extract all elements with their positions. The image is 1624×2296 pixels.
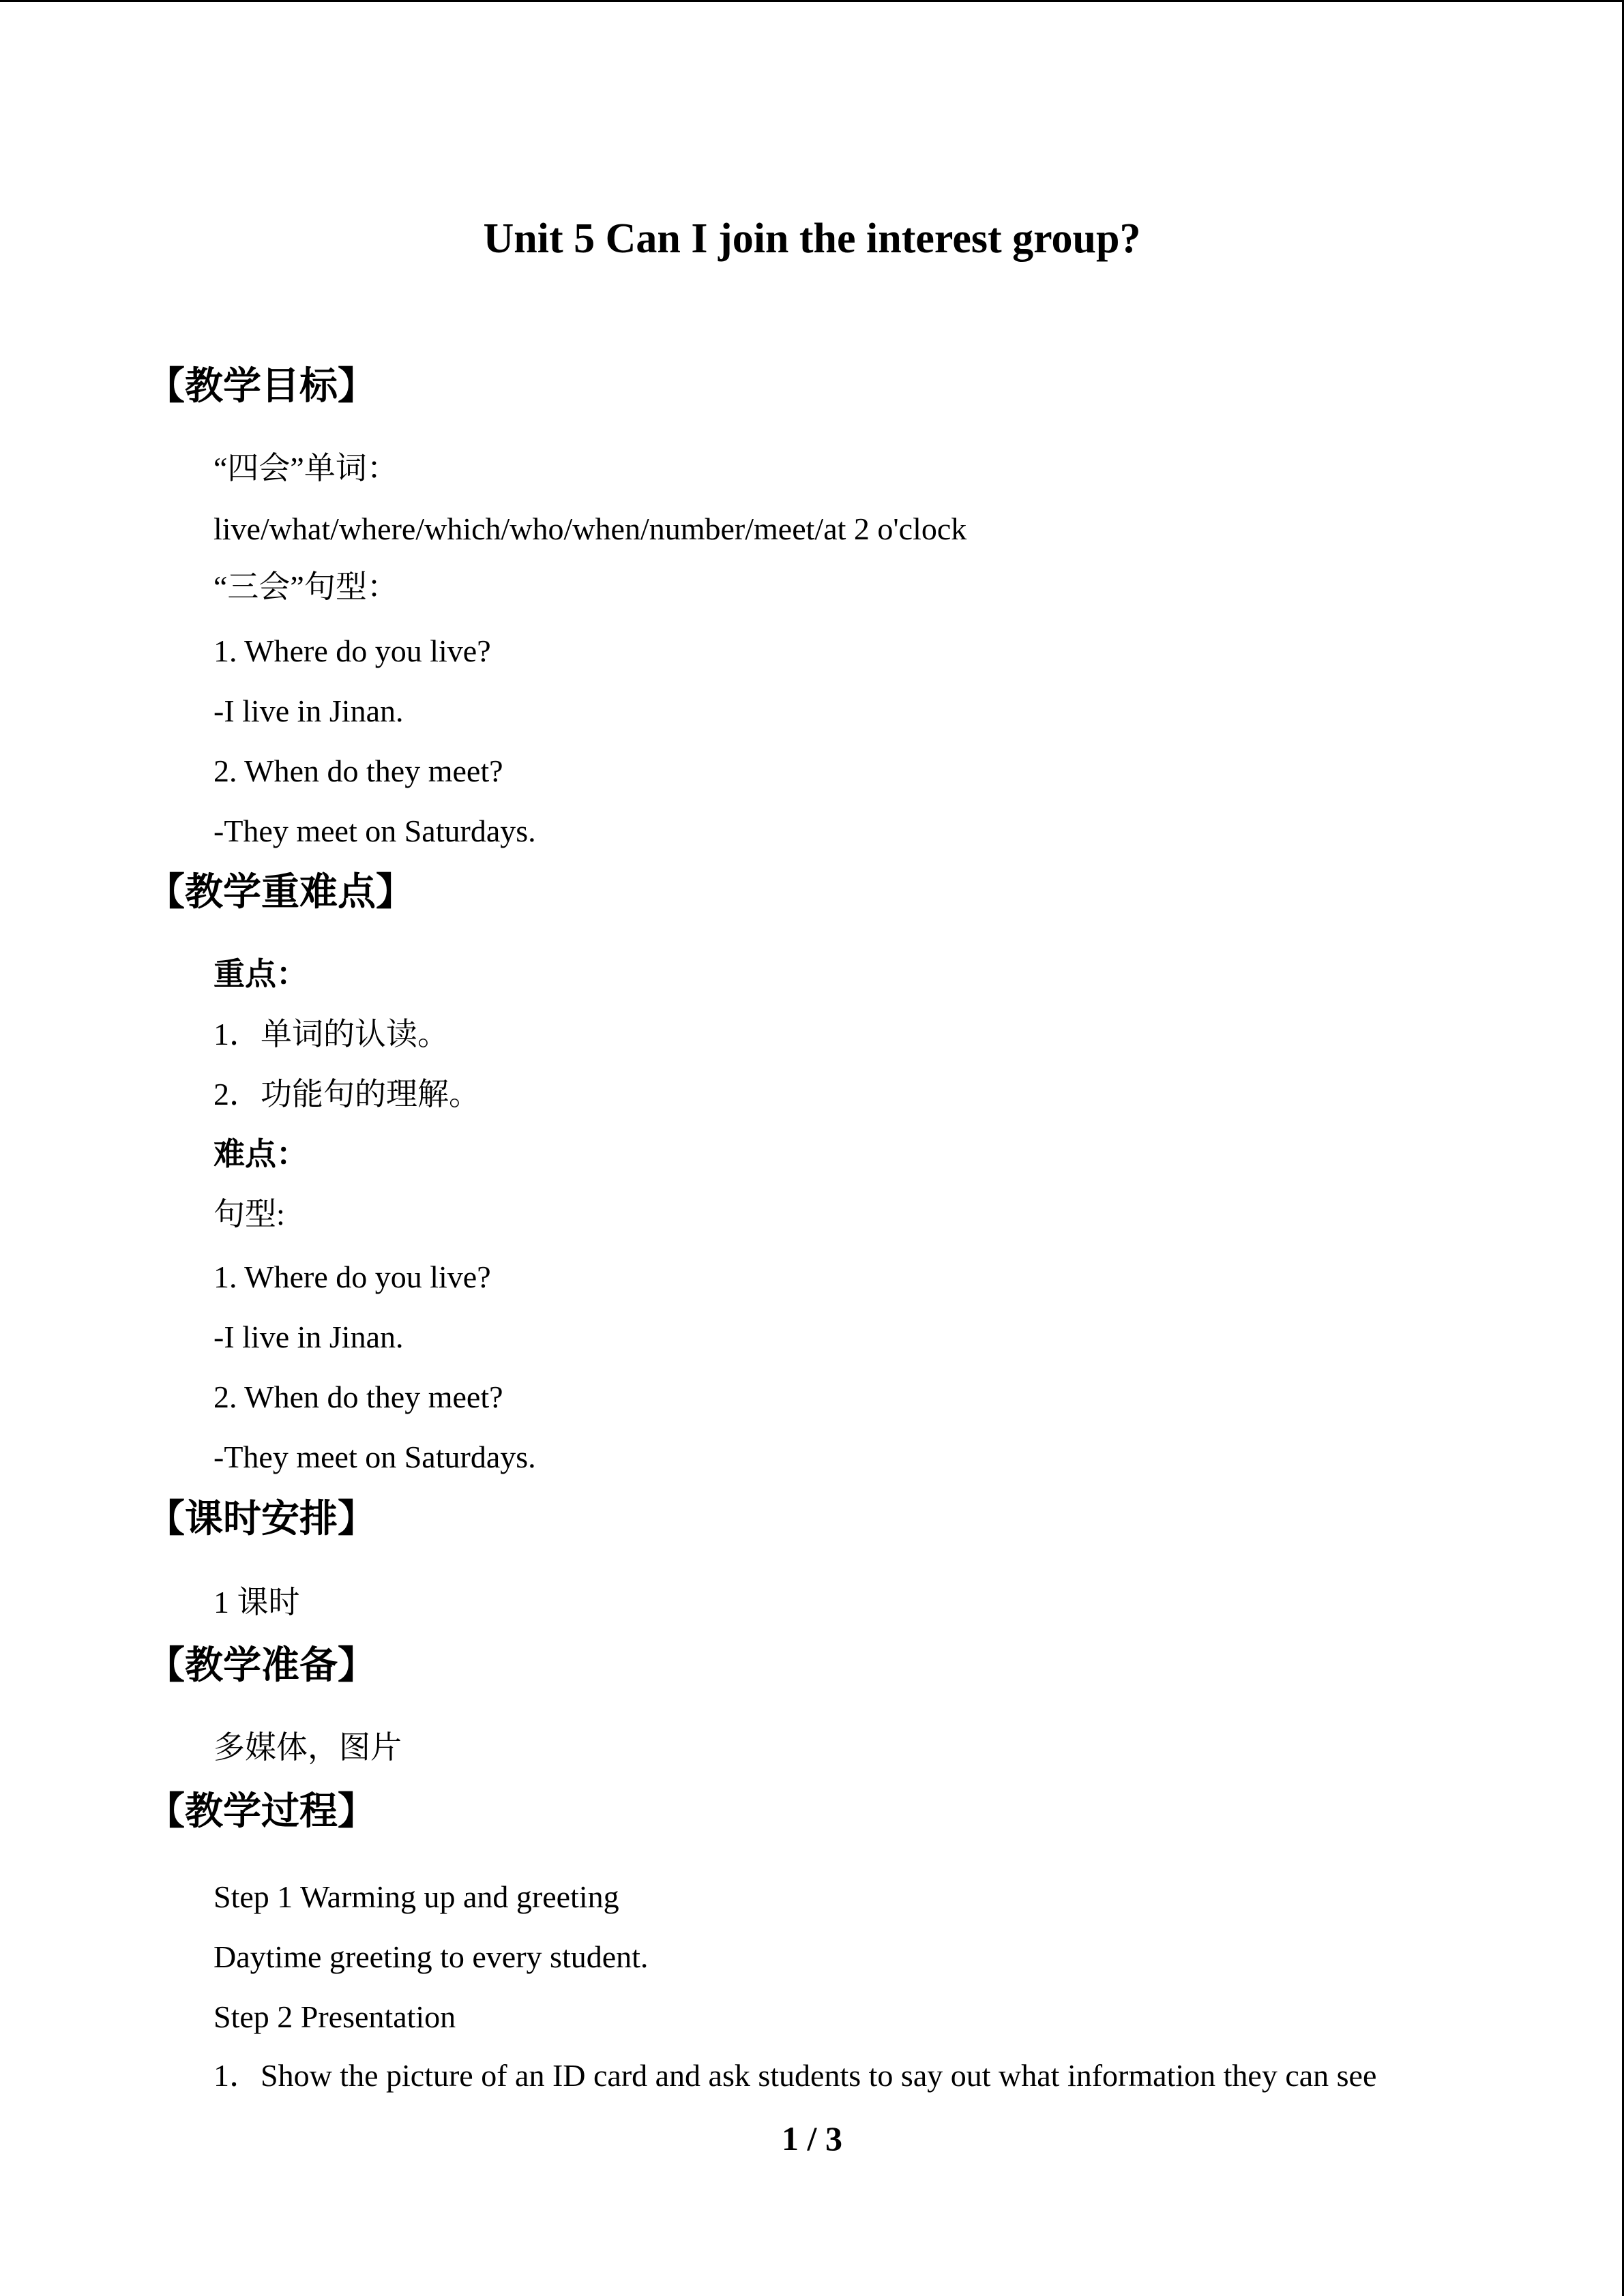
key-points-line: -I live in Jinan. (213, 1320, 404, 1354)
objectives-line: -I live in Jinan. (213, 694, 404, 728)
objectives-line: “四会”单词： (213, 451, 398, 486)
schedule-line: 1 课时 (213, 1585, 300, 1620)
objectives-line: “三会”句型： (213, 569, 398, 604)
page-top-border (0, 0, 1624, 2)
key-points-line: 2．功能句的理解。 (213, 1077, 480, 1112)
key-points-label: 重点： (213, 957, 308, 992)
process-line: Step 2 Presentation (213, 1999, 456, 2034)
preparation-line: 多媒体，图片 (213, 1730, 402, 1765)
page-number: 1 / 3 (782, 2119, 842, 2158)
process-line: Step 1 Warming up and greeting (213, 1879, 619, 1914)
key-points-line: 1．单词的认读。 (213, 1017, 449, 1052)
section-heading-objectives: 【教学目标】 (147, 366, 376, 408)
key-points-line: 2. When do they meet? (213, 1380, 503, 1414)
key-points-line: 1. Where do you live? (213, 1259, 491, 1294)
objectives-line: -They meet on Saturdays. (213, 814, 536, 848)
difficult-points-label: 难点： (213, 1137, 308, 1172)
objectives-line: 1. Where do you live? (213, 633, 491, 668)
key-points-line: 句型: (213, 1197, 285, 1232)
section-heading-schedule: 【课时安排】 (147, 1498, 376, 1540)
section-heading-process: 【教学过程】 (147, 1791, 376, 1833)
section-heading-preparation: 【教学准备】 (147, 1645, 376, 1687)
key-points-line: -They meet on Saturdays. (213, 1440, 536, 1474)
process-line: Daytime greeting to every student. (213, 1939, 649, 1974)
objectives-line: 2. When do they meet? (213, 754, 503, 788)
section-heading-key-points: 【教学重难点】 (147, 871, 414, 914)
process-line: 1．Show the picture of an ID card and ask students to say out what information they can see (213, 2058, 1377, 2093)
objectives-line: live/what/where/which/who/when/number/meet/at 2 o'clock (213, 511, 967, 546)
document-title: Unit 5 Can I join the interest group? (483, 215, 1141, 262)
